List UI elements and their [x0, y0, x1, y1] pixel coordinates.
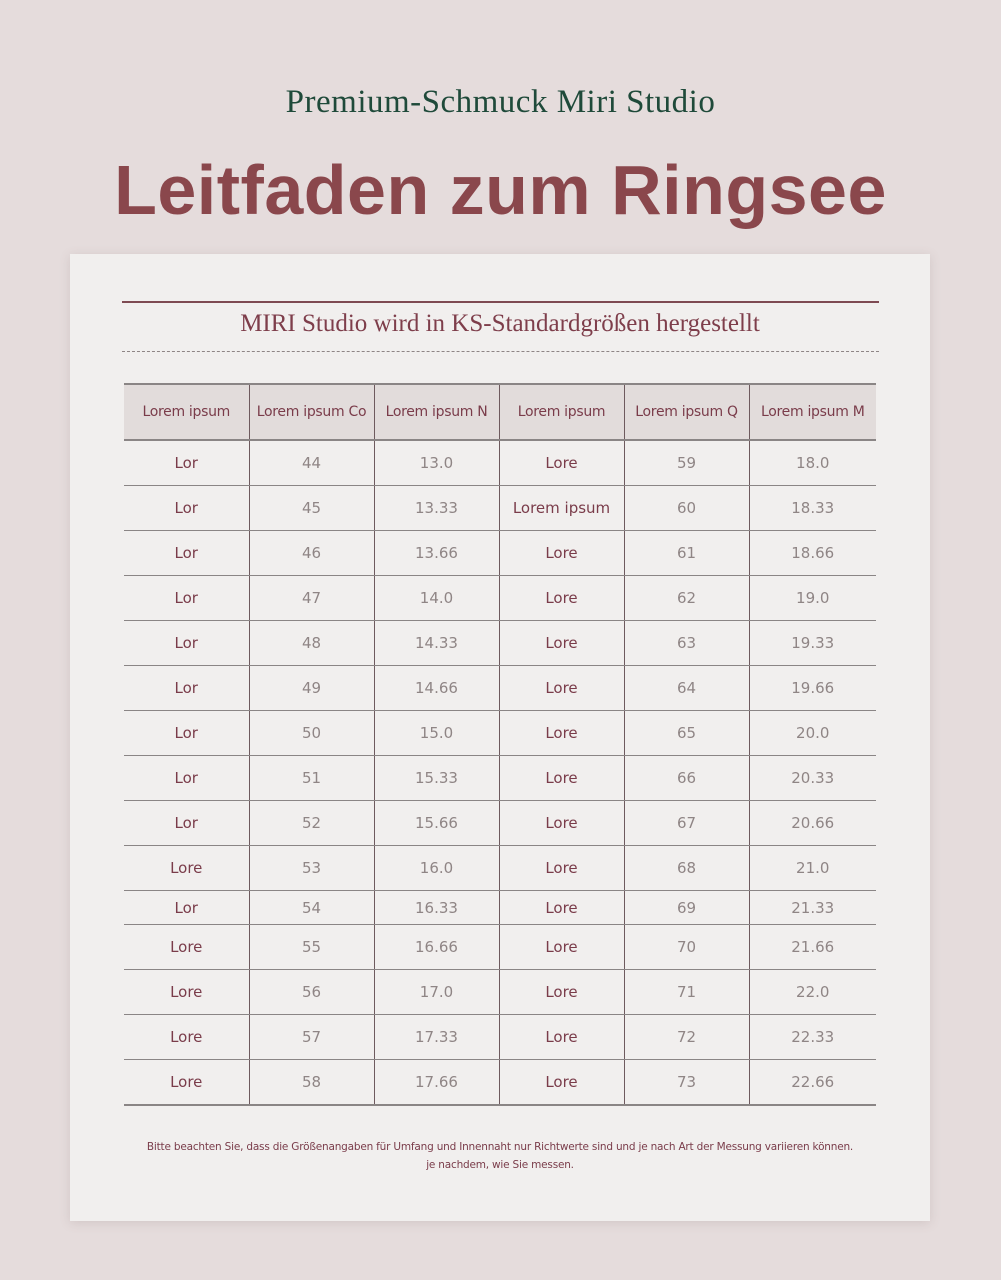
table-cell: 49 — [249, 666, 374, 711]
table-cell: 68 — [624, 846, 749, 891]
table-cell: Lore — [124, 1015, 249, 1060]
table-cell: 16.33 — [374, 891, 499, 925]
measurement-note — [110, 1138, 890, 1174]
table-cell: 13.33 — [374, 486, 499, 531]
table-cell: Lor — [124, 440, 249, 486]
table-cell: 15.33 — [374, 756, 499, 801]
table-cell: 62 — [624, 576, 749, 621]
table-cell: 22.66 — [749, 1060, 876, 1106]
ring-size-table — [124, 383, 876, 1106]
table-cell: 64 — [624, 666, 749, 711]
table-row — [124, 486, 876, 531]
table-cell: 13.66 — [374, 531, 499, 576]
table-row — [124, 801, 876, 846]
table-cell: 19.33 — [749, 621, 876, 666]
table-cell: 54 — [249, 891, 374, 925]
table-row — [124, 1060, 876, 1106]
table-cell: 46 — [249, 531, 374, 576]
column-header: Lorem ipsum — [499, 384, 624, 440]
table-cell: 73 — [624, 1060, 749, 1106]
table-row — [124, 970, 876, 1015]
table-row — [124, 846, 876, 891]
table-cell: Lor — [124, 531, 249, 576]
table-cell: Lore — [499, 846, 624, 891]
note-line-1: Bitte beachten Sie, dass die Größenangaben für Umfang und Innennaht nur Richtwerte sind und je nach Art der Messung variieren können. — [146, 1141, 854, 1153]
table-cell: 58 — [249, 1060, 374, 1106]
table-cell: 69 — [624, 891, 749, 925]
table-cell: 67 — [624, 801, 749, 846]
table-cell: Lorem ipsum — [499, 486, 624, 531]
brand-name: Premium-Schmuck Miri Studio — [285, 84, 716, 120]
table-cell: Lore — [124, 1060, 249, 1106]
column-header: Lorem ipsum — [124, 384, 249, 440]
table-cell: Lor — [124, 801, 249, 846]
table-cell: 59 — [624, 440, 749, 486]
table-cell: 63 — [624, 621, 749, 666]
table-cell: 17.33 — [374, 1015, 499, 1060]
table-cell: 13.0 — [374, 440, 499, 486]
table-cell: 61 — [624, 531, 749, 576]
table-row — [124, 531, 876, 576]
table-cell: 16.66 — [374, 925, 499, 970]
table-cell: 14.0 — [374, 576, 499, 621]
table-row — [124, 756, 876, 801]
table-cell: 18.0 — [749, 440, 876, 486]
table-cell: 51 — [249, 756, 374, 801]
column-header: Lorem ipsum Q — [624, 384, 749, 440]
table-header-row — [124, 384, 876, 440]
table-cell: 17.0 — [374, 970, 499, 1015]
column-header: Lorem ipsum M — [749, 384, 876, 440]
table-cell: 14.33 — [374, 621, 499, 666]
size-guide-card — [70, 254, 930, 1221]
table-cell: 66 — [624, 756, 749, 801]
table-cell: Lore — [499, 925, 624, 970]
table-cell: 18.66 — [749, 531, 876, 576]
table-cell: Lor — [124, 666, 249, 711]
table-row — [124, 925, 876, 970]
table-cell: Lor — [124, 891, 249, 925]
table-cell: 19.66 — [749, 666, 876, 711]
note-line-2: je nachdem, wie Sie messen. — [426, 1159, 574, 1171]
table-cell: Lore — [124, 970, 249, 1015]
table-row — [124, 711, 876, 756]
table-cell: Lor — [124, 486, 249, 531]
table-row — [124, 440, 876, 486]
table-cell: 21.66 — [749, 925, 876, 970]
table-cell: 22.33 — [749, 1015, 876, 1060]
table-cell: Lore — [124, 925, 249, 970]
card-subtitle: MIRI Studio wird in KS-Standardgrößen hergestellt — [240, 310, 760, 337]
table-cell: 53 — [249, 846, 374, 891]
table-cell: Lore — [499, 970, 624, 1015]
table-cell: 48 — [249, 621, 374, 666]
table-cell: 70 — [624, 925, 749, 970]
table-cell: 19.0 — [749, 576, 876, 621]
table-cell: 57 — [249, 1015, 374, 1060]
table-cell: Lore — [499, 891, 624, 925]
table-cell: 21.33 — [749, 891, 876, 925]
table-cell: 21.0 — [749, 846, 876, 891]
page-title: Leitfaden zum Ringsee — [114, 151, 887, 229]
table-cell: 17.66 — [374, 1060, 499, 1106]
table-cell: 50 — [249, 711, 374, 756]
table-cell: 44 — [249, 440, 374, 486]
table-cell: 47 — [249, 576, 374, 621]
top-divider — [122, 301, 879, 303]
table-cell: 52 — [249, 801, 374, 846]
column-header: Lorem ipsum N — [374, 384, 499, 440]
table-cell: 65 — [624, 711, 749, 756]
table-cell: 20.66 — [749, 801, 876, 846]
table-cell: Lore — [499, 801, 624, 846]
dotted-divider — [122, 351, 879, 352]
table-cell: 16.0 — [374, 846, 499, 891]
table-cell: Lor — [124, 711, 249, 756]
table-cell: Lore — [499, 1015, 624, 1060]
table-cell: Lore — [124, 846, 249, 891]
table-cell: Lore — [499, 621, 624, 666]
table-cell: 15.66 — [374, 801, 499, 846]
table-cell: Lore — [499, 666, 624, 711]
table-row — [124, 891, 876, 925]
table-cell: Lor — [124, 576, 249, 621]
table-cell: Lor — [124, 756, 249, 801]
table-cell: 60 — [624, 486, 749, 531]
table-cell: Lore — [499, 576, 624, 621]
table-row — [124, 621, 876, 666]
table-cell: 45 — [249, 486, 374, 531]
table-cell: 55 — [249, 925, 374, 970]
table-cell: 14.66 — [374, 666, 499, 711]
table-cell: 22.0 — [749, 970, 876, 1015]
column-header: Lorem ipsum Co — [249, 384, 374, 440]
table-row — [124, 666, 876, 711]
table-row — [124, 576, 876, 621]
table-cell: 56 — [249, 970, 374, 1015]
table-cell: 20.0 — [749, 711, 876, 756]
table-cell: Lore — [499, 711, 624, 756]
table-cell: 72 — [624, 1015, 749, 1060]
table-cell: Lore — [499, 756, 624, 801]
table-cell: Lor — [124, 621, 249, 666]
table-cell: Lore — [499, 440, 624, 486]
table-cell: 18.33 — [749, 486, 876, 531]
table-cell: Lore — [499, 531, 624, 576]
table-cell: Lore — [499, 1060, 624, 1106]
table-cell: 20.33 — [749, 756, 876, 801]
table-row — [124, 1015, 876, 1060]
table-cell: 15.0 — [374, 711, 499, 756]
table-cell: 71 — [624, 970, 749, 1015]
